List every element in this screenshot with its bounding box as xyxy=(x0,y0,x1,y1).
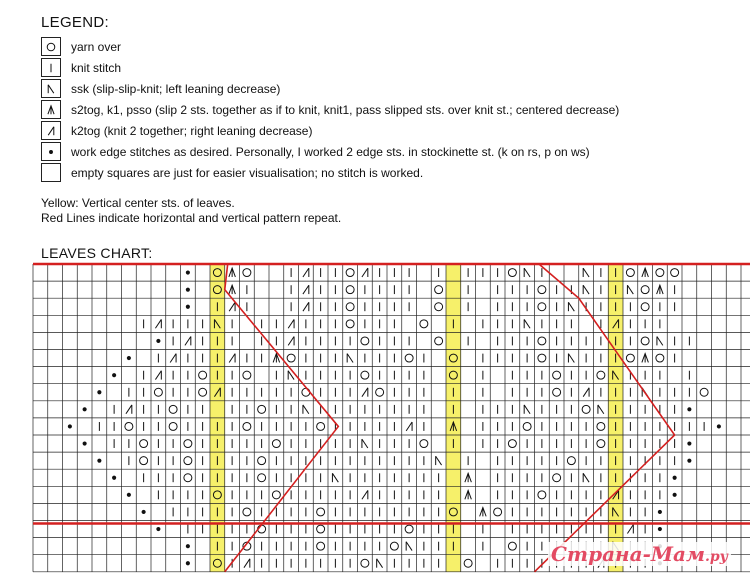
k2tog-mark xyxy=(362,268,368,277)
yarn-over-mark xyxy=(641,286,649,294)
edge-dot-mark xyxy=(717,424,721,428)
yarn-over-mark xyxy=(671,269,679,277)
k2tog-mark xyxy=(362,388,368,397)
edge-dot-mark xyxy=(673,476,677,480)
s2tog-mark xyxy=(465,490,471,499)
legend-item-text: ssk (slip-slip-knit; left leaning decrease) xyxy=(71,81,281,96)
yarn-over-mark xyxy=(538,491,546,499)
edge-dot-mark xyxy=(156,527,160,531)
yarn-over-mark xyxy=(641,337,649,345)
yarn-over-mark xyxy=(184,474,192,482)
ssk-mark xyxy=(657,337,663,346)
ssk-mark xyxy=(377,559,383,568)
yarn-over-mark xyxy=(435,303,443,311)
legend-title: LEGEND: xyxy=(41,14,109,31)
yarn-over-mark xyxy=(656,269,664,277)
yarn-over-mark xyxy=(597,371,605,379)
edge-dot-mark xyxy=(83,441,87,445)
yarn-over-mark xyxy=(317,525,325,533)
yarn-over-mark xyxy=(538,286,546,294)
k2tog-mark xyxy=(288,337,294,346)
k2tog-mark xyxy=(406,422,412,431)
s2tog-mark xyxy=(229,285,235,294)
edge-dot-mark xyxy=(127,493,131,497)
yarn-over-mark xyxy=(553,388,561,396)
k2tog-mark xyxy=(229,302,235,311)
yarn-over-mark xyxy=(302,388,310,396)
yarn-over-mark xyxy=(597,422,605,430)
yarn-over-mark xyxy=(538,303,546,311)
yarn-over-mark xyxy=(523,422,531,430)
yarn-over-mark xyxy=(243,508,251,516)
edge-dot-mark xyxy=(112,476,116,480)
edge-dot-mark xyxy=(658,510,662,514)
ssk-mark xyxy=(568,302,574,311)
yarn-over-mark xyxy=(641,303,649,311)
ssk-mark xyxy=(332,473,338,482)
edge-dot-mark xyxy=(112,373,116,377)
yarn-over-mark xyxy=(140,440,148,448)
yarn-over-mark xyxy=(125,422,133,430)
ssk-mark xyxy=(362,439,368,448)
edge-dot-mark xyxy=(658,527,662,531)
ssk-mark xyxy=(583,473,589,482)
chart-title: LEAVES CHART: xyxy=(41,245,153,261)
ssk-mark xyxy=(524,319,530,328)
yarn-over-mark xyxy=(626,269,634,277)
k2tog-mark xyxy=(362,490,368,499)
edge-dot-mark xyxy=(68,424,72,428)
yarn-over-mark xyxy=(346,286,354,294)
yarn-over-mark xyxy=(567,457,575,465)
edge-dot-mark xyxy=(687,407,691,411)
yarn-over-mark xyxy=(361,371,369,379)
ssk-mark xyxy=(598,405,604,414)
edge-dot-mark xyxy=(186,305,190,309)
legend-item-text: k2tog (knit 2 together; right leaning decrease) xyxy=(71,123,313,138)
s2tog-mark xyxy=(465,473,471,482)
edge-dot-mark xyxy=(186,288,190,292)
yarn-over-mark xyxy=(272,491,280,499)
yarn-over-mark xyxy=(184,457,192,465)
yarn-over-mark xyxy=(508,269,516,277)
yarn-over-mark xyxy=(597,440,605,448)
yarn-over-mark xyxy=(346,320,354,328)
yarn-over-mark xyxy=(538,337,546,345)
s2tog-mark xyxy=(642,354,648,363)
s2tog-mark xyxy=(229,268,235,277)
yarn-over-mark xyxy=(346,269,354,277)
yarn-over-mark xyxy=(435,337,443,345)
s2tog-mark xyxy=(642,268,648,277)
edge-dot-mark xyxy=(156,339,160,343)
ssk-mark xyxy=(436,456,442,465)
yarn-over-mark xyxy=(464,559,472,567)
edge-dot-mark xyxy=(142,510,146,514)
yarn-over-mark xyxy=(287,354,295,362)
edge-dot-mark xyxy=(687,459,691,463)
yarn-over-mark xyxy=(435,286,443,294)
yarn-over-mark xyxy=(243,422,251,430)
note-red-lines: Red Lines indicate horizontal and vertical pattern repeat. xyxy=(41,211,342,225)
k2tog-mark xyxy=(288,319,294,328)
yarn-over-mark xyxy=(656,354,664,362)
edge-dot-mark xyxy=(186,544,190,548)
yarn-over-mark xyxy=(317,508,325,516)
yarn-over-mark xyxy=(700,388,708,396)
yarn-over-mark xyxy=(553,371,561,379)
yarn-over-mark xyxy=(258,405,266,413)
k2tog-mark xyxy=(155,371,161,380)
yarn-over-mark xyxy=(258,457,266,465)
k2tog-mark xyxy=(170,354,176,363)
ssk-mark xyxy=(583,268,589,277)
yarn-over-mark xyxy=(184,440,192,448)
legend-item-text: knit stitch xyxy=(71,60,122,75)
k2tog-mark xyxy=(583,388,589,397)
yarn-over-mark xyxy=(243,371,251,379)
yarn-over-mark xyxy=(405,525,413,533)
yarn-over-mark xyxy=(272,440,280,448)
yarn-over-mark xyxy=(538,354,546,362)
ssk-mark xyxy=(568,354,574,363)
k2tog-mark xyxy=(303,268,309,277)
yarn-over-mark xyxy=(199,388,207,396)
yarn-over-mark xyxy=(199,371,207,379)
k2tog-mark xyxy=(185,337,191,346)
ssk-mark xyxy=(347,354,353,363)
legend-item-text: empty squares are just for easier visualisation; no stitch is worked. xyxy=(71,165,424,180)
legend-item-text: yarn over xyxy=(71,39,122,54)
yarn-over-mark xyxy=(390,542,398,550)
watermark-logo: Страна-Мам.ру xyxy=(548,542,731,566)
k2tog-mark xyxy=(303,285,309,294)
yarn-over-mark xyxy=(317,542,325,550)
yarn-over-mark xyxy=(169,405,177,413)
yarn-over-mark xyxy=(346,303,354,311)
yarn-over-mark xyxy=(140,457,148,465)
legend-item-text: work edge stitches as desired. Personally, I worked 2 edge sts. in stockinette st. (k on rs, p on ws) xyxy=(71,144,590,159)
edge-dot-mark xyxy=(186,561,190,565)
ssk-mark xyxy=(303,405,309,414)
edge-dot-mark xyxy=(83,407,87,411)
yarn-over-mark xyxy=(405,354,413,362)
legend-item-text: s2tog, k1, psso (slip 2 sts. together as if to knit, knit1, pass slipped sts. over knit st.; centered decrease) xyxy=(71,102,620,117)
ssk-mark xyxy=(406,542,412,551)
yarn-over-mark xyxy=(169,422,177,430)
yarn-over-mark xyxy=(508,440,516,448)
yarn-over-mark xyxy=(258,474,266,482)
k2tog-mark xyxy=(155,319,161,328)
edge-dot-mark xyxy=(687,441,691,445)
yarn-over-mark xyxy=(508,542,516,550)
yarn-over-mark xyxy=(361,337,369,345)
k2tog-mark xyxy=(627,525,633,534)
yarn-over-mark xyxy=(553,474,561,482)
edge-dot-mark xyxy=(97,459,101,463)
yarn-over-mark xyxy=(243,269,251,277)
ssk-mark xyxy=(583,285,589,294)
yarn-over-mark xyxy=(154,388,162,396)
s2tog-mark xyxy=(480,508,486,517)
k2tog-mark xyxy=(303,302,309,311)
k2tog-mark xyxy=(229,354,235,363)
yarn-over-mark xyxy=(376,388,384,396)
ssk-mark xyxy=(627,285,633,294)
yarn-over-mark xyxy=(317,422,325,430)
s2tog-mark xyxy=(657,285,663,294)
yarn-over-mark xyxy=(626,354,634,362)
yarn-over-mark xyxy=(420,320,428,328)
ssk-mark xyxy=(524,405,530,414)
yarn-over-mark xyxy=(582,405,590,413)
edge-dot-mark xyxy=(673,493,677,497)
k2tog-mark xyxy=(126,405,132,414)
yarn-over-mark xyxy=(420,440,428,448)
yarn-over-mark xyxy=(361,559,369,567)
yarn-over-mark xyxy=(494,508,502,516)
edge-dot-mark xyxy=(186,270,190,274)
k2tog-mark xyxy=(244,559,250,568)
edge-dot-mark xyxy=(97,390,101,394)
edge-dot-mark xyxy=(127,356,131,360)
note-yellow: Yellow: Vertical center sts. of leaves. xyxy=(41,196,235,210)
ssk-mark xyxy=(524,268,530,277)
